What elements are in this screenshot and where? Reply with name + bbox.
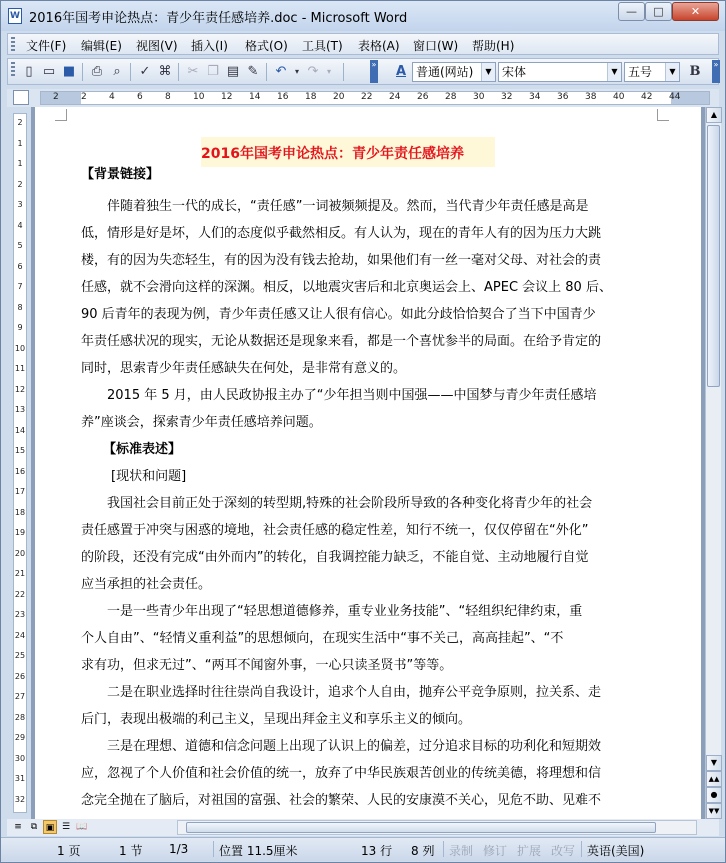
ruler-tick-label: 42 — [641, 92, 653, 102]
paragraph-line: 求有功，但求无过”、“两耳不闻窗外事，一心只读圣贤书”等等。 — [81, 658, 453, 673]
paragraph-line: 责任感置于冲突与困惑的境地，社会责任感的稳定性差，知行不统一，仅仅停留在“外化” — [81, 523, 589, 538]
paragraph-line: 的阶段，还没有完成“由外而内”的转化，自我调控能力缺乏，不能自觉、主动地履行自觉 — [81, 550, 589, 565]
vertical-ruler-tick-label: 24 — [14, 630, 26, 640]
margin-corner-mark — [657, 109, 669, 121]
ruler-tick-label: 38 — [585, 92, 597, 102]
toolbar-overflow-icon[interactable]: » — [712, 60, 720, 83]
paragraph-line: 三是在理想、道德和信念问题上出现了认识上的偏差，过分追求目标的功利化和短期效 — [107, 739, 602, 754]
outline-view-icon[interactable]: ☰ — [61, 822, 71, 832]
status-section: 1 节 — [119, 844, 143, 858]
title-bar[interactable] — [1, 1, 725, 31]
vertical-ruler-tick-label: 16 — [14, 466, 26, 476]
minimize-button[interactable]: — — [618, 2, 645, 21]
maximize-button[interactable]: □ — [645, 2, 672, 21]
style-combo-value: 普通(网站) — [416, 65, 474, 79]
vertical-ruler-tick-label: 14 — [14, 425, 26, 435]
formatting-toolbar — [7, 58, 719, 85]
style-combo[interactable] — [412, 62, 496, 82]
print-icon[interactable]: ⎙ — [91, 64, 103, 79]
paste-icon[interactable]: ▤ — [226, 64, 240, 79]
vertical-ruler-tick-label: 27 — [14, 692, 26, 701]
toolbar-separator — [343, 63, 344, 81]
spelling-icon[interactable]: ✓ — [139, 64, 151, 79]
paragraph-line: 应当承担的社会责任。 — [81, 577, 212, 592]
paragraph-line: 个人自由”、“轻情义重利益”的思想倾向，在现实生活中“事不关己，高高挂起”、“不 — [81, 631, 564, 646]
print-preview-icon[interactable]: ⌕ — [113, 64, 121, 79]
toolbar-separator — [130, 63, 131, 81]
redo-icon[interactable]: ↷ — [307, 64, 319, 79]
section-heading: 【背景链接】 — [81, 167, 160, 182]
vertical-ruler-tick-label: 31 — [14, 774, 26, 783]
status-language: 英语(美国) — [587, 844, 645, 858]
ruler-tick-label: 32 — [501, 92, 513, 102]
ruler-tick-label: 18 — [305, 92, 317, 102]
ruler-tick-label: 6 — [137, 92, 143, 102]
reading-layout-icon[interactable]: 📖 — [76, 822, 88, 832]
copy-icon[interactable]: ❐ — [207, 64, 219, 79]
vertical-ruler-tick-label: 8 — [17, 302, 23, 312]
section-heading: 【标准表述】 — [103, 442, 182, 457]
toolbar-separator — [82, 63, 83, 81]
toolbar-grip-icon[interactable] — [11, 62, 15, 76]
vertical-ruler-tick-label: 9 — [17, 323, 23, 332]
ruler-tick-label: 2 — [53, 92, 59, 102]
menu-format[interactable]: 格式(O) — [245, 39, 288, 53]
status-separator — [581, 841, 582, 857]
next-page-icon[interactable]: ▼▼ — [706, 803, 722, 819]
ruler-tick-label: 44 — [669, 92, 681, 102]
vertical-ruler-tick-label: 7 — [17, 282, 23, 291]
ruler-tick-label: 10 — [193, 92, 205, 102]
horizontal-scroll-thumb[interactable] — [186, 822, 656, 833]
undo-icon[interactable]: ↶ — [275, 64, 287, 79]
font-combo[interactable] — [498, 62, 622, 82]
ruler-tick-label: 28 — [445, 92, 457, 102]
paragraph-line: 楼，有的因为失恋轻生，有的因为没有钱去抢劫，如果他们有一丝一毫对父母、对社会的责 — [81, 253, 602, 268]
horizontal-scrollbar[interactable] — [177, 820, 697, 835]
paragraph-line: 同时，思索青少年责任感缺失在何处，是非常有意义的。 — [81, 361, 407, 376]
status-extend[interactable]: 扩展 — [517, 844, 542, 858]
format-painter-icon[interactable]: ✎ — [247, 64, 259, 79]
status-page: 1 页 — [57, 844, 81, 858]
status-bar — [1, 837, 725, 861]
vertical-ruler-tick-label: 5 — [17, 241, 23, 250]
paragraph-line: 年责任感状况的现实，无论从数据还是现象来看，都是一个喜忧参半的局面。在给予肯定的 — [81, 334, 602, 349]
status-position: 位置 11.5厘米 — [219, 844, 298, 858]
web-layout-icon[interactable]: ⧉ — [30, 822, 38, 832]
vertical-ruler-tick-label: 26 — [14, 671, 26, 681]
view-and-scroll-row — [7, 819, 719, 836]
ruler-tick-label: 26 — [417, 92, 429, 102]
menu-file[interactable]: 文件(F) — [26, 39, 67, 53]
vertical-ruler-tick-label: 23 — [14, 610, 26, 619]
redo-dropdown-icon[interactable]: ▾ — [326, 67, 331, 76]
styles-pane-icon[interactable]: A — [395, 64, 407, 79]
paragraph-line: 念完全抛在了脑后，对祖国的富强、社会的繁荣、人民的安康漠不关心，见危不助、见难不 — [81, 793, 602, 808]
ruler-area — [7, 89, 719, 107]
save-icon[interactable]: ■ — [62, 64, 76, 79]
toolbar-separator — [178, 63, 179, 81]
menu-tools[interactable]: 工具(T) — [302, 39, 343, 53]
font-size-combo[interactable] — [624, 62, 680, 82]
ruler-tick-label: 2 — [81, 92, 87, 102]
browse-object-icon[interactable]: ● — [706, 787, 722, 803]
vertical-ruler-tick-label: 18 — [14, 507, 26, 517]
tab-stop-selector-icon[interactable] — [13, 90, 29, 105]
vertical-ruler-tick-label: 22 — [14, 589, 26, 599]
ruler-tick-label: 4 — [109, 92, 115, 102]
status-line: 13 行 — [361, 844, 393, 858]
scroll-up-icon[interactable]: ▲ — [706, 107, 722, 123]
paragraph-line: 2015 年 5 月，由人民政协报主办了“少年担当则中国强——中国梦与青少年责任感培 — [107, 388, 597, 403]
vertical-ruler-tick-label: 17 — [14, 487, 26, 496]
vertical-ruler-tick-label: 32 — [14, 794, 26, 804]
status-overtype[interactable]: 改写 — [551, 844, 576, 858]
vertical-ruler-tick-label: 19 — [14, 528, 26, 537]
paragraph-line: 二是在职业选择时往往崇尚自我设计，追求个人自由，抛弃公平竞争原则，拉关系、走 — [107, 685, 602, 700]
scroll-thumb[interactable] — [707, 125, 720, 387]
paragraph-line: 90 后青年的表现为例，青少年责任感又让人很有信心。如此分歧恰恰契合了当下中国青少 — [81, 307, 596, 322]
ruler-tick-label: 40 — [613, 92, 625, 102]
menu-grip-icon[interactable] — [11, 37, 15, 51]
paragraph-line: 养”座谈会，探索青少年责任感培养问题。 — [81, 415, 322, 430]
vertical-ruler-tick-label: 4 — [17, 220, 23, 230]
horizontal-ruler[interactable] — [40, 91, 710, 105]
scroll-down-icon[interactable]: ▼ — [706, 755, 722, 771]
vertical-ruler-tick-label: 20 — [14, 548, 26, 558]
font-combo-value: 宋体 — [502, 65, 527, 79]
window-title: 2016年国考申论热点：青少年责任感培养.doc - Microsoft Word — [29, 11, 408, 26]
document-title: 2016年国考申论热点：青少年责任感培养 — [201, 146, 464, 162]
ruler-tick-label: 22 — [361, 92, 373, 102]
status-separator — [443, 841, 444, 857]
ruler-tick-label: 24 — [389, 92, 401, 102]
cut-icon[interactable]: ✂ — [187, 64, 199, 79]
status-track-changes[interactable]: 修订 — [483, 844, 508, 858]
ruler-tick-label: 36 — [557, 92, 569, 102]
vertical-ruler-tick-label: 2 — [17, 179, 23, 189]
ruler-tick-label: 12 — [221, 92, 233, 102]
vertical-ruler-tick-label: 15 — [14, 446, 26, 455]
status-column: 8 列 — [411, 844, 435, 858]
menu-insert[interactable]: 插入(I) — [191, 39, 228, 53]
status-separator — [213, 841, 214, 857]
vertical-ruler-tick-label: 6 — [17, 261, 23, 271]
new-document-icon[interactable]: ▯ — [25, 64, 33, 79]
ruler-tick-label: 16 — [277, 92, 289, 102]
ruler-tick-label: 14 — [249, 92, 261, 102]
print-layout-icon[interactable]: ▣ — [43, 820, 57, 834]
vertical-ruler-tick-label: 21 — [14, 569, 26, 578]
paragraph-line: 任感，就不会滑向这样的深渊。相反，以地震灾害后和北京奥运会上、APEC 会议上 80 后、 — [81, 280, 612, 295]
chevron-down-icon[interactable]: ▼ — [607, 63, 621, 81]
open-folder-icon[interactable]: ▭ — [42, 64, 56, 79]
vertical-ruler[interactable] — [13, 113, 27, 813]
margin-corner-mark — [55, 109, 67, 121]
research-icon[interactable]: ⌘ — [158, 64, 172, 79]
vertical-ruler-tick-label: 10 — [14, 343, 26, 353]
close-button[interactable]: ✕ — [672, 2, 719, 21]
paragraph-line: 一是一些青少年出现了“轻思想道德修养，重专业业务技能”、“轻组织纪律约束，重 — [107, 604, 583, 619]
status-record[interactable]: 录制 — [449, 844, 474, 858]
menu-help[interactable]: 帮助(H) — [472, 39, 515, 53]
ruler-tick-label: 20 — [333, 92, 345, 102]
undo-dropdown-icon[interactable]: ▾ — [294, 67, 299, 76]
ruler-tick-label: 8 — [165, 92, 171, 102]
vertical-ruler-tick-label: 12 — [14, 384, 26, 394]
vertical-ruler-tick-label: 29 — [14, 733, 26, 742]
vertical-ruler-tick-label: 1 — [17, 159, 23, 168]
vertical-ruler-tick-label: 30 — [14, 753, 26, 763]
vertical-scrollbar[interactable] — [705, 107, 721, 819]
ruler-tick-label: 34 — [529, 92, 541, 102]
menu-table[interactable]: 表格(A) — [358, 39, 400, 53]
paragraph-line: [现状和问题] — [111, 469, 187, 484]
menu-window[interactable]: 窗口(W) — [413, 39, 459, 53]
toolbar-overflow-icon[interactable]: » — [370, 60, 378, 83]
normal-view-icon[interactable]: ≡ — [14, 822, 22, 832]
chevron-down-icon[interactable]: ▼ — [665, 63, 679, 81]
toolbar-separator — [266, 63, 267, 81]
paragraph-line: 低，情形是好是坏，人们的态度似乎截然相反。有人认为，现在的青年人有的因为压力大跳 — [81, 226, 602, 241]
vertical-ruler-tick-label: 11 — [14, 364, 26, 373]
status-pages: 1/3 — [169, 842, 189, 856]
menu-edit[interactable]: 编辑(E) — [81, 39, 122, 53]
word-app-icon[interactable]: W — [8, 8, 22, 24]
vertical-ruler-tick-label: 13 — [14, 405, 26, 414]
vertical-ruler-tick-label: 25 — [14, 651, 26, 660]
vertical-ruler-tick-label: 2 — [17, 118, 23, 127]
bold-button[interactable]: B — [689, 64, 701, 79]
previous-page-icon[interactable]: ▲▲ — [706, 771, 722, 787]
ruler-left-margin — [41, 92, 81, 105]
menu-view[interactable]: 视图(V) — [136, 39, 178, 53]
vertical-ruler-tick-label: 1 — [17, 138, 23, 148]
chevron-down-icon[interactable]: ▼ — [481, 63, 495, 81]
vertical-ruler-tick-label: 28 — [14, 712, 26, 722]
document-page[interactable] — [35, 107, 701, 819]
paragraph-line: 伴随着独生一代的成长，“责任感”一词被频频提及。然而，当代青少年责任感是高是 — [107, 199, 589, 214]
paragraph-line: 我国社会目前正处于深刻的转型期,特殊的社会阶段所导致的各种变化将青少年的社会 — [107, 496, 593, 511]
font-size-combo-value: 五号 — [628, 65, 653, 79]
vertical-ruler-tick-label: 3 — [17, 200, 23, 209]
paragraph-line: 后门，表现出极端的利己主义，呈现出拜金主义和享乐主义的倾向。 — [81, 712, 472, 727]
menu-bar — [7, 33, 719, 55]
paragraph-line: 应，忽视了个人价值和社会价值的统一，放弃了中华民族艰苦创业的传统美德，将理想和信 — [81, 766, 602, 781]
ruler-tick-label: 30 — [473, 92, 485, 102]
